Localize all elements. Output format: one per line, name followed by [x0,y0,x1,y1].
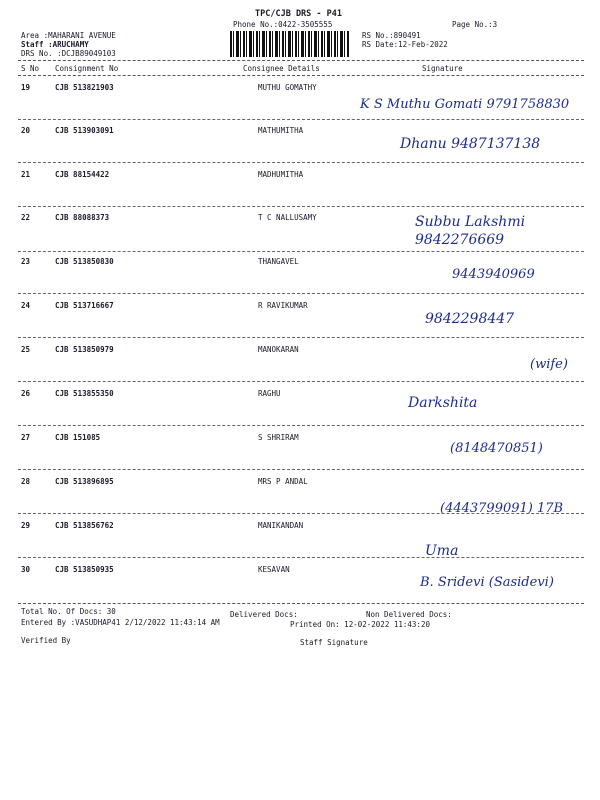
table-row [0,389,600,434]
row-signature: 9842298447 [425,311,515,327]
row-divider [18,381,584,382]
row-divider [18,337,584,338]
row-divider [18,119,584,120]
row-divider [18,206,584,207]
row-sno: 20 [21,126,31,135]
table-row [0,521,600,566]
area-field: Area :MAHARANI AVENUE [21,31,116,40]
row-consignee: MANIKANDAN [258,521,304,530]
row-signature: 9443940969 [452,267,535,282]
column-header-consignee: Consignee Details [243,64,320,73]
delivered-docs: Delivered Docs: [230,610,298,619]
row-divider [18,513,584,514]
row-signature: B. Sridevi (Sasidevi) [420,575,554,590]
row-divider [18,162,584,163]
row-consignee: THANGAVEL [258,257,299,266]
row-sno: 30 [21,565,31,574]
row-consignee: R RAVIKUMAR [258,301,308,310]
row-sno: 27 [21,433,31,442]
footer-divider [18,603,584,604]
column-header-consignment: Consignment No [55,64,119,73]
row-consignment: CJB 88088373 [55,213,110,222]
row-consignment: CJB 513896895 [55,477,114,486]
row-signature: (4443799091) 17B [440,501,564,516]
row-signature: Darkshita [408,395,478,411]
row-signature: K S Muthu Gomati 9791758830 [360,97,570,112]
row-sno: 19 [21,83,31,92]
header-divider [18,60,584,61]
row-divider [18,251,584,252]
row-consignment: CJB 88154422 [55,170,110,179]
row-consignment: CJB 513850979 [55,345,114,354]
row-sno: 29 [21,521,31,530]
row-divider [18,469,584,470]
row-consignment: CJB 513850935 [55,565,114,574]
row-signature: Subbu Lakshmi 9842276669 [415,214,526,248]
barcode-image [230,31,350,57]
row-consignee: RAGHU [258,389,281,398]
row-consignee: KESAVAN [258,565,290,574]
table-row [0,257,600,302]
row-sno: 21 [21,170,31,179]
verified-by: Verified By [21,636,71,645]
row-consignment: CJB 513856762 [55,521,114,530]
entered-by: Entered By :VASUDHAP41 2/12/2022 11:43:14 AM [21,618,220,627]
table-row [0,345,600,390]
total-docs: Total No. Of Docs: 30 [21,607,116,616]
row-consignment: CJB 151085 [55,433,101,442]
row-consignee: MATHUMITHA [258,126,304,135]
row-consignee: MADHUMITHA [258,170,304,179]
staff-signature: Staff Signature [300,638,368,647]
table-row [0,213,600,258]
row-consignee: MUTHU GOMATHY [258,83,317,92]
row-signature: (wife) [530,357,568,372]
rs-date: RS Date:12-Feb-2022 [362,40,448,49]
page-number: Page No.:3 [452,20,498,29]
row-sno: 26 [21,389,31,398]
row-sno: 25 [21,345,31,354]
rs-number: RS No.:890491 [362,31,421,40]
table-row [0,433,600,478]
row-consignment: CJB 513855350 [55,389,114,398]
row-signature: (8148470851) [450,441,543,456]
row-sno: 28 [21,477,31,486]
row-sno: 22 [21,213,31,222]
column-header-divider [18,75,584,76]
row-consignment: CJB 513716667 [55,301,114,310]
row-divider [18,293,584,294]
column-header-sno: S No [21,64,40,73]
row-divider [18,557,584,558]
row-consignment: CJB 513850830 [55,257,114,266]
drs-number: DRS No. :DCJB89049103 [21,49,116,58]
row-sno: 24 [21,301,31,310]
row-consignee: T C NALLUSAMY [258,213,317,222]
row-consignee: MANOKARAN [258,345,299,354]
table-row [0,477,600,522]
non-delivered-docs: Non Delivered Docs: [366,610,452,619]
document-title: TPC/CJB DRS - P41 [255,9,342,19]
printed-on: Printed On: 12-02-2022 11:43:20 [290,620,430,629]
table-row [0,83,600,128]
row-signature: Dhanu 9487137138 [400,136,541,152]
table-row [0,301,600,346]
table-row [0,170,600,215]
table-row [0,126,600,171]
row-consignee: S SHRIRAM [258,433,299,442]
phone-number: Phone No.:0422-3505555 [233,20,333,29]
row-consignment: CJB 513903091 [55,126,114,135]
staff-field: Staff :ARUCHAMY [21,40,89,49]
column-header-signature: Signature [422,64,463,73]
row-sno: 23 [21,257,31,266]
row-signature: Uma [425,543,459,559]
row-consignment: CJB 513821903 [55,83,114,92]
row-consignee: MRS P ANDAL [258,477,308,486]
row-divider [18,425,584,426]
